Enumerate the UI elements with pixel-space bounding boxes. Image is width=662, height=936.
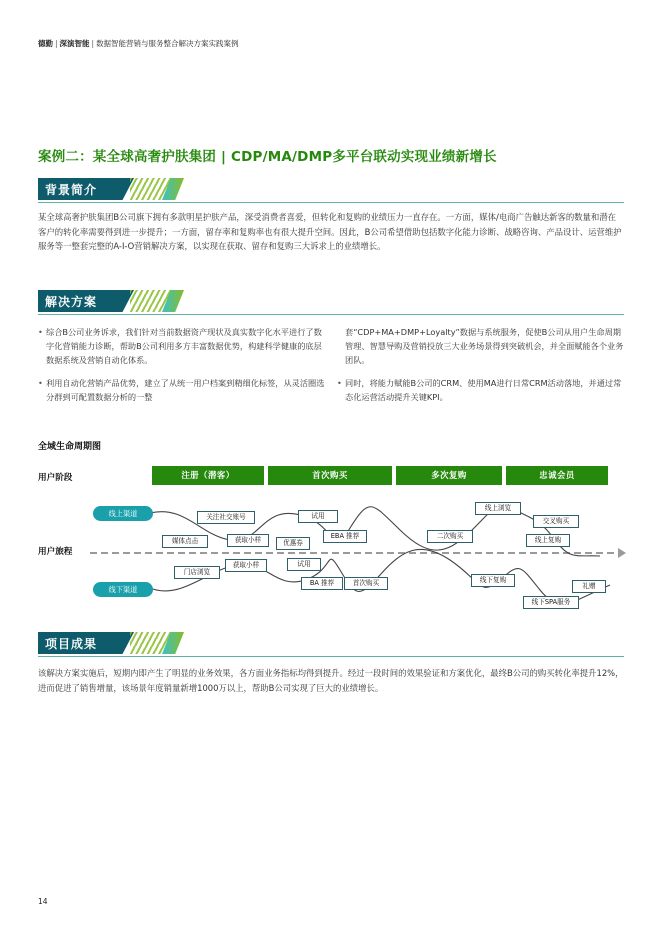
background-paragraph: 某全球高奢护肤集团B公司旗下拥有多款明星护肤产品，深受消费者喜爱，但转化和复购的业绩压力一直存在。一方面，媒体/电商广告触达新客的数量和潜在客户的转化率需要得到进一步提升；一方面，留存率和复购率也有很大提升空间。因此，B公司希望借助包括数字化能力诊断、战略咨询、产品设计、运营维护服务等一整套完整的A-I-O营销解决方案，以实现在获取、留存和复购三大诉求上的业绩增长。	[38, 212, 622, 251]
user-journey-label: 用户旅程	[38, 547, 73, 557]
bullet-dot: •	[38, 327, 43, 337]
node-eba-recommend: EBA 推荐	[323, 530, 367, 543]
bullet-dot: •	[38, 378, 43, 388]
axis-arrow-icon	[618, 548, 626, 558]
header-separator: |	[55, 39, 58, 48]
node-second-purchase: 二次购买	[427, 530, 473, 543]
header-separator: |	[91, 39, 95, 48]
node-store-browse: 门店浏览	[174, 566, 220, 579]
node-trial-offline: 试用	[287, 558, 321, 571]
bullet-dot: •	[337, 378, 342, 388]
page-number: 14	[38, 897, 48, 906]
bullet-text: 同时，将能力赋能B公司的CRM、使用MA进行日常CRM活动落地，并通过常态化运营活动提升关键KPI。	[345, 378, 622, 402]
brand-name: 德勤	[38, 39, 53, 48]
case-title: 案例二：某全球高奢护肤集团 | CDP/MA/DMP多平台联动实现业绩新增长	[38, 149, 497, 165]
node-first-purchase: 首次购买	[344, 577, 388, 590]
node-trial-online: 试用	[298, 510, 338, 523]
section-title: 项目成果	[45, 637, 98, 651]
stage-first-purchase: 首次购买	[268, 466, 392, 485]
section-divider	[38, 656, 624, 657]
node-get-sample-offline: 获取小样	[225, 559, 267, 572]
continuation-text: 套“CDP+MA+DMP+Loyalty”数据与系统服务，促使B公司从用户生命周期管理、智慧导购及营销投放三大业务场景得到突破机会，并全面赋能各个业务团队。	[345, 327, 624, 365]
results-paragraph: 该解决方案实施后，短期内即产生了明显的业务效果，各方面业务指标均得到提升。经过一段时间的效果验证和方案优化，最终B公司的购买转化率提升12%，进而促进了销售增量，该场景年度销量新增1000万以上，帮助B公司实现了巨大的业绩增长。	[38, 668, 624, 693]
node-gift: 礼赠	[572, 580, 606, 593]
stage-loyal-member: 忠诚会员	[506, 466, 608, 485]
document-title: 数据智能营销与服务整合解决方案实践案例	[96, 39, 239, 48]
bullet-text: 利用自动化营销产品优势，建立了从统一用户档案到精细化标签，从灵活圈选分群到可配置数据分析的一整	[46, 378, 325, 402]
node-online-repurchase: 线上复购	[526, 534, 570, 547]
section-header-results	[38, 632, 624, 654]
node-offline-spa: 线下SPA服务	[523, 596, 579, 609]
diagram-title: 全域生命周期图	[38, 442, 102, 452]
node-get-sample-online: 获取小样	[227, 534, 269, 547]
offline-channel-pill: 线下渠道	[93, 582, 153, 597]
node-cross-sell: 交叉购买	[533, 515, 579, 528]
sub-brand-name: 深演智能	[59, 39, 90, 48]
bullet-text: 综合B公司业务诉求，我们针对当前数据资产现状及真实数字化水平进行了数字化营销能力诊断，帮助B公司利用多方丰富数据优势，构建科学健康的底层数据系统及营销自动化体系。	[46, 327, 322, 365]
stage-repurchase: 多次复购	[396, 466, 502, 485]
node-media-click: 媒体点击	[162, 535, 208, 548]
section-title: 背景简介	[45, 183, 98, 197]
online-channel-pill: 线上渠道	[93, 506, 153, 521]
user-stage-label: 用户阶段	[38, 473, 73, 483]
section-title: 解决方案	[45, 295, 98, 309]
stage-registration: 注册（潜客）	[152, 466, 264, 485]
node-coupon: 优惠券	[276, 537, 310, 550]
node-ba-recommend: BA 推荐	[301, 577, 343, 590]
node-follow-social: 关注社交账号	[197, 511, 255, 524]
node-offline-repurchase: 线下复购	[471, 574, 515, 587]
node-online-browse: 线上浏览	[475, 502, 521, 515]
